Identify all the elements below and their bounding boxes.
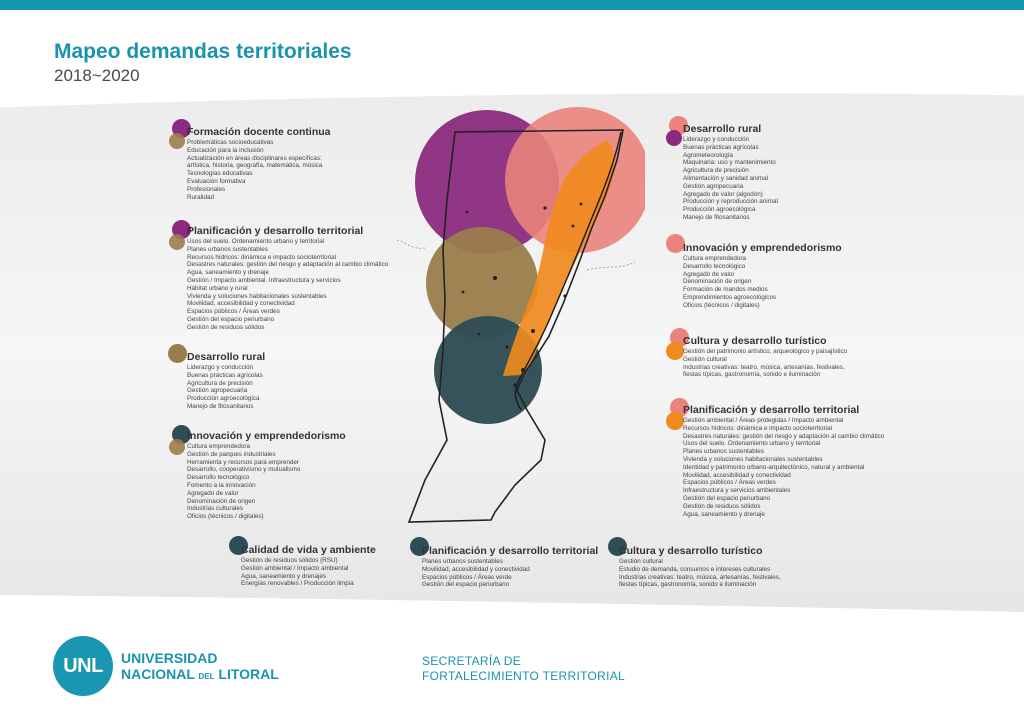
list-item: Movilidad, accesibilidad y conectividad (422, 565, 530, 573)
list-item: Oficios (técnicos / digitales) (187, 513, 264, 521)
list-item: Infraestructura y servicios ambientales (683, 487, 791, 495)
list-item: Educación para la inclusión (187, 146, 264, 154)
list-item: Buenas prácticas agrícolas (683, 143, 759, 151)
santa-fe-map (395, 100, 645, 530)
list-item: artística, historia, geografía, matemática, música (187, 162, 323, 170)
university-line-1: UNIVERSIDAD (121, 650, 218, 666)
list-item: Estudio de demanda, consumos e intereses culturales (619, 565, 771, 573)
list-item: Gestión del patrimonio artístico, arqueológico y paisajístico (683, 348, 848, 355)
block-title: Desarrollo rural (683, 123, 762, 135)
list-item: Desastres naturales: gestión del riesgo y adaptación al cambio climático (683, 432, 885, 440)
list-item: Gestión de residuos sólidos (RSU) (241, 557, 338, 564)
list-item: Herramienta y recursos para emprender (187, 458, 299, 466)
list-item: Identidad y patrimonio urbano-arquitectónico, natural y ambiental (683, 463, 865, 471)
orange-dot-icon (666, 412, 684, 430)
list-item: Gestión / Impacto ambiental. Infraestructura y servicios (187, 276, 341, 284)
list-item: Espacios públicos / Áreas verdes (683, 479, 776, 487)
list-item: Profesionales (187, 185, 226, 193)
list-item: Gestión del espacio periurbano (683, 494, 771, 502)
list-item: Vivienda y soluciones habitacionales sustentables (187, 292, 327, 300)
list-item: Agua, saneamiento y drenaje (683, 510, 765, 518)
right-block-innovacion (683, 242, 842, 310)
list-item: Agua, saneamiento y drenajes (241, 572, 327, 580)
list-item: Vivienda y soluciones habitacionales sustentables (683, 455, 823, 463)
list-item: Espacios públicos / Áreas verdes (187, 308, 280, 316)
list-item: Agregado de valor (algodón) (683, 190, 763, 198)
olive-dot-icon (169, 133, 185, 149)
list-item: Gestión del espacio periurbano (422, 581, 510, 589)
list-item: Gestión ambiental / Áreas protegidas / Impacto ambiental (683, 417, 844, 424)
list-item: Oficios (técnicos / digitales) (683, 301, 760, 309)
list-item: Producción agroecológica (683, 206, 756, 214)
list-item: Manejo de fitosanitarios (187, 402, 254, 410)
list-item: Gestión de residuos sólidos (187, 323, 265, 331)
border-dash-west (397, 240, 425, 248)
page-subtitle: 2018~2020 (54, 66, 140, 85)
left-block-planificacion (187, 225, 388, 332)
list-item: Actualización en áreas disciplinares específicas: (187, 154, 322, 162)
university-line-2: NACIONAL DEL LITORAL (121, 666, 279, 682)
list-item: Manejo de fitosanitarios (683, 213, 750, 221)
block-title: Calidad de vida y ambiente (241, 544, 376, 556)
secretaria-line-1: SECRETARÍA DE (422, 654, 522, 668)
page-title: Mapeo demandas territoriales (54, 40, 352, 63)
block-title: Cultura y desarrollo turístico (619, 545, 763, 557)
block-title: Planificación y desarrollo territorial (683, 404, 860, 416)
list-item: Fomento a la innovación (187, 481, 256, 489)
list-item: Evaluación formativa (187, 177, 246, 185)
left-block-desarrollo-rural (187, 351, 265, 411)
list-item: Agricultura de precisión (187, 379, 253, 387)
list-item: Gestión de residuos sólidos (683, 502, 761, 510)
right-block-planificacion (683, 404, 884, 518)
block-title: Innovación y emprendedorismo (187, 430, 346, 442)
purple-dot-icon (666, 130, 682, 146)
list-item: Emprendimientos agroecológicos (683, 293, 777, 301)
list-item: Producción y reproducción animal (683, 198, 778, 206)
list-item: Desarrollo, cooperativismo y mutualismo (187, 466, 301, 474)
list-item: Desarrollo tecnológico (187, 474, 250, 482)
border-dash-east (587, 262, 635, 270)
list-item: Gestión agropecuaria (187, 387, 248, 395)
list-item: Energías renovables / Producción limpia (241, 580, 354, 588)
list-item: Industrias creativas: teatro, música, artesanías, festivales, (619, 573, 781, 581)
block-title: Innovación y emprendedorismo (683, 242, 842, 254)
block-title: Desarrollo rural (187, 351, 266, 363)
list-item: Gestión ambiental / Impacto ambiental (241, 564, 349, 572)
list-item: Gestión agropecuaria (683, 182, 744, 190)
list-item: Agregado de valor (187, 489, 239, 497)
list-item: Alimentación y sanidad animal (683, 174, 769, 182)
list-item: Agrometeorología (683, 151, 734, 159)
list-item: Desastres naturales: gestión del riesgo y adaptación al cambio climático (187, 261, 389, 269)
list-item: Planes urbanos sustentables (422, 558, 503, 565)
list-item: Agregado de valor (683, 270, 735, 278)
block-title: Formación docente continua (187, 126, 331, 138)
list-item: Liderazgo y conducción (683, 136, 750, 143)
right-block-cultura (683, 335, 847, 379)
right-block-desarrollo-rural (683, 123, 778, 222)
list-item: Industrias creativas: teatro, música, artesanías, festivales, (683, 363, 845, 371)
secretaria-line-2: FORTALECIMIENTO TERRITORIAL (422, 669, 626, 683)
list-item: Buenas prácticas agrícolas (187, 371, 263, 379)
list-item: Recursos hídricos: dinámica e impacto socioterritorial (187, 253, 337, 261)
block-title: Cultura y desarrollo turístico (683, 335, 827, 347)
list-item: Denominación de origen (683, 278, 752, 286)
list-item: Tecnologías educativas (187, 170, 253, 178)
list-item: Movilidad, accesibilidad y conectividad (683, 471, 791, 479)
list-item: Ruralidad (187, 193, 214, 201)
olive-dot-icon (169, 439, 185, 455)
list-item: Recursos hídricos: dinámica e impacto socioterritorial (683, 424, 833, 432)
list-item: Planes urbanos sustentables (683, 448, 764, 456)
list-item: fiestas típicas, gastronomía, sonido e iluminación (683, 371, 821, 379)
bottom-block-planificacion (422, 545, 598, 589)
orange-dot-icon (666, 342, 684, 360)
list-item: Problemáticas socioeducativas (187, 139, 274, 146)
list-item: Usos del suelo. Ordenamiento urbano y territorial (187, 238, 325, 245)
block-title: Planificación y desarrollo territorial (187, 225, 364, 237)
olive-dot-icon (168, 344, 187, 363)
list-item: Usos del suelo. Ordenamiento urbano y territorial (683, 440, 821, 448)
secretaria-name (422, 654, 625, 684)
list-item: Denominación de origen (187, 497, 256, 505)
list-item: Movilidad, accesibilidad y conectividad (187, 300, 295, 308)
list-item: Liderazgo y conducción (187, 364, 254, 371)
list-item: Cultura emprendedora (683, 255, 747, 262)
bottom-block-cultura (619, 545, 781, 589)
olive-dot-icon (169, 234, 185, 250)
list-item: Cultura emprendedora (187, 443, 251, 450)
left-block-formacion (187, 126, 331, 201)
list-item: Agua, saneamiento y drenaje (187, 269, 269, 277)
list-item: Gestión del espacio periurbano (187, 315, 275, 323)
university-name (121, 650, 279, 685)
list-item: Desarrollo tecnológico (683, 262, 746, 270)
left-block-innovacion (187, 430, 346, 521)
list-item: fiestas típicas, gastronomía, sonido e iluminación (619, 581, 757, 589)
list-item: Formación de mandos medios (683, 286, 768, 294)
list-item: Producción agroecológica (187, 395, 260, 403)
list-item: Hábitat urbano y rural (187, 284, 248, 292)
list-item: Maquinaria: uso y mantenimiento (683, 159, 776, 167)
list-item: Espacios públicos / Áreas verde (422, 573, 512, 581)
unl-logo: UNL (53, 636, 113, 696)
list-item: Gestión cultural (619, 558, 663, 565)
list-item: Planes urbanos sustentables (187, 245, 268, 253)
list-item: Agricultura de precisión (683, 167, 749, 175)
bottom-block-calidad (241, 544, 376, 588)
list-item: Gestión cultural (683, 355, 727, 363)
list-item: Gestión de parques industriales (187, 450, 276, 458)
list-item: Industrias culturales (187, 505, 243, 513)
block-title: Planificación y desarrollo territorial (422, 545, 599, 557)
